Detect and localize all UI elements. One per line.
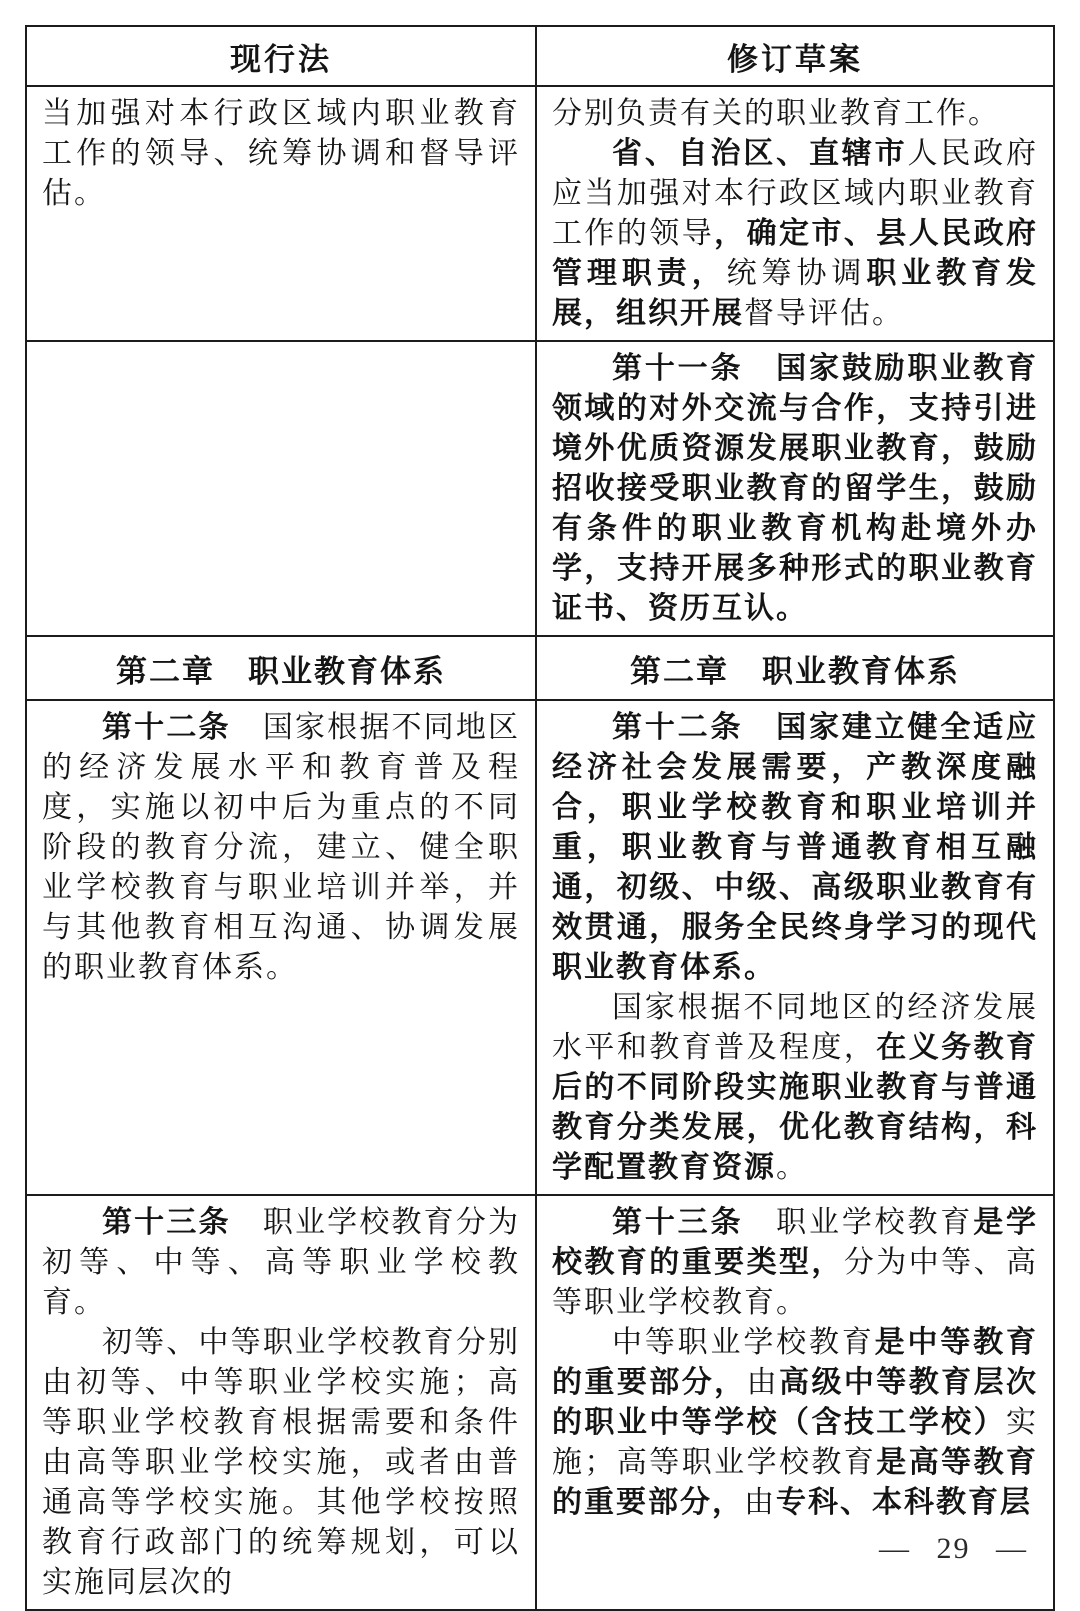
table-row — [26, 86, 1054, 341]
paragraph — [552, 94, 1038, 134]
paragraph — [552, 988, 1038, 1188]
paragraph — [42, 94, 520, 214]
revised-text-run: 国家建立健全适应经济社会发展需要，产教深度融合，职业学校教育和职业培训并重，职业教育与普通教育相互融通，初级、中级、高级职业教育有效贯通，服务全民终身学习的现代职业教育体系。 — [552, 711, 1039, 984]
revised-text-run: 专科、本科教育层 — [776, 1486, 1032, 1519]
cell-revision-draft-row2 — [536, 341, 1054, 636]
cell-current-law-row1 — [26, 86, 536, 341]
revised-text-run: 在义务教育后的不同阶段实施职业教育与普通教育分类发展，优化教育结构，科学配置教育资源 — [552, 1031, 1039, 1184]
paragraph — [552, 134, 1038, 334]
revised-text-run: 第十一条 — [612, 352, 744, 385]
text-run: 。 — [776, 1151, 808, 1184]
column-header-current-law: 现行法 — [26, 26, 536, 86]
paragraph — [552, 1203, 1038, 1323]
text-run: 国家根据不同地区的经济发展水平和教育普及程度， — [552, 991, 1038, 1064]
table-row — [26, 700, 1054, 1195]
column-header-revision-draft: 修订草案 — [536, 26, 1054, 86]
law-comparison-table — [25, 25, 1055, 1611]
text-run: 督导评估。 — [744, 297, 904, 330]
cell-current-law-row4 — [26, 700, 536, 1195]
revised-text-run: 第十二条 — [102, 711, 231, 744]
revised-text-run: 第十三条 — [612, 1206, 744, 1239]
cell-current-law-row5 — [26, 1195, 536, 1610]
chapter-heading-row — [26, 636, 1054, 700]
text-run: 国家根据不同地区的经济发展水平和教育普及程度，实施以初中后为重点的不同阶段的教育分流，建立、健全职业学校教育与职业培训并举，并与其他教育相互沟通、协调发展的职业教育体系。 — [42, 711, 521, 984]
text-run: 职业学校教育分为初等、中等、高等职业学校教育。 — [42, 1206, 521, 1319]
text-run: 由 — [744, 1486, 776, 1519]
cell-revision-draft-row1 — [536, 86, 1054, 341]
paragraph — [552, 1323, 1038, 1523]
text-run: 职业学校教育 — [743, 1206, 974, 1239]
revised-text-run: 第十二条 — [612, 711, 744, 744]
chapter-heading-revision-draft: 第二章 职业教育体系 — [536, 636, 1054, 700]
paragraph — [42, 1323, 520, 1603]
paragraph — [552, 708, 1038, 988]
paragraph — [42, 708, 520, 988]
revised-text-run: 高级中等教育层次的职业中等学校（含技工学校） — [552, 1366, 1039, 1439]
text-run: 分别负责有关的职业教育工作。 — [552, 97, 1000, 130]
revised-text-run: 是学校教育的重要类型， — [552, 1206, 1039, 1279]
revised-text-run: 第十三条 — [102, 1206, 231, 1239]
cell-current-law-row2-empty — [26, 341, 536, 636]
page-number: — 29 — — [879, 1532, 1028, 1565]
text-run: 中等职业学校教育 — [612, 1326, 875, 1359]
revised-text-run: 省、自治区、直辖市 — [612, 137, 908, 170]
text-run: 人民政府应当加强对本行政区域内职业教育工作的领导 — [552, 137, 1038, 250]
text-run: 当加强对本行政区域内职业教育工作的领导、统筹协调和督导评估。 — [42, 97, 520, 210]
revised-text-run: ，确定市、县人民政府管理职责， — [552, 217, 1039, 290]
paragraph — [42, 1203, 520, 1323]
cell-revision-draft-row4 — [536, 700, 1054, 1195]
text-run: 分为中等、高等职业学校教育。 — [552, 1246, 1039, 1319]
text-run: 实施；高等职业学校教育 — [552, 1406, 1038, 1479]
table-header-row — [26, 26, 1054, 86]
paragraph — [552, 349, 1038, 629]
chapter-heading-current-law: 第二章 职业教育体系 — [26, 636, 536, 700]
text-run: 由 — [746, 1366, 780, 1399]
table-row — [26, 341, 1054, 636]
text-run: 初等、中等职业学校教育分别由初等、中等职业学校实施；高等职业学校教育根据需要和条件由高等职业学校实施，或者由普通高等学校实施。其他学校按照教育行政部门的统筹规划，可以实施同层次的 — [42, 1326, 520, 1599]
revised-text-run: 国家鼓励职业教育领域的对外交流与合作，支持引进境外优质资源发展职业教育，鼓励招收接受职业教育的留学生，鼓励有条件的职业教育机构赴境外办学，支持开展多种形式的职业教育证书、资历互认。 — [552, 352, 1039, 625]
revised-text-run: 职业教育发展，组织开展 — [552, 257, 1039, 330]
revised-text-run: 是中等教育的重要部分， — [552, 1326, 1039, 1399]
text-run: 统筹协调 — [726, 257, 867, 290]
revised-text-run: 是高等教育的重要部分， — [552, 1446, 1039, 1519]
